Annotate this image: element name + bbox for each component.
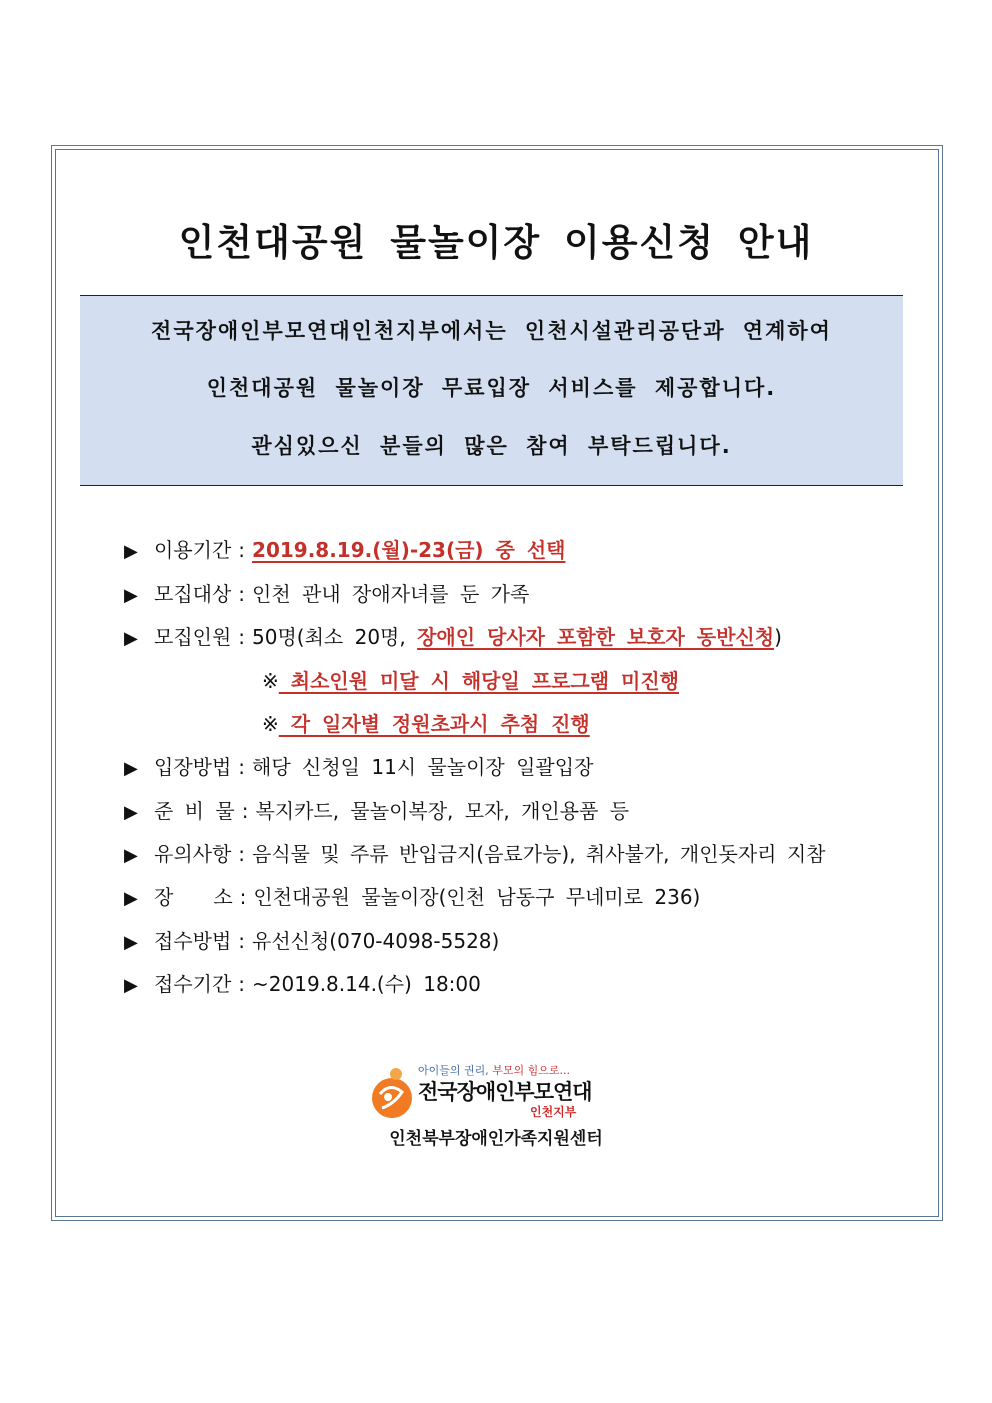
item-count [124,621,782,650]
item-colon: : [241,799,249,823]
item-colon: : [238,755,246,779]
bullet-icon: ▶ [124,758,138,779]
note-text: 각 일자별 정원초과시 추첨 진행 [278,712,590,736]
item-value: 음식물 및 주류 반입금지(음료가능), 취사불가, 개인돗자리 지참 [252,842,826,866]
item-label: 모집인원 [154,625,232,649]
notice-line-2: 인천대공원 물놀이장 무료입장 서비스를 제공합니다. [206,376,777,400]
notice-line-1: 전국장애인부모연대인천지부에서는 인천시설관리공단과 연계하여 [151,319,832,343]
item-colon: : [238,538,246,562]
item-target [124,578,529,607]
item-label: 접수기간 [154,972,232,996]
item-value: ~2019.8.14.(수) 18:00 [252,972,481,996]
item-colon: : [239,885,247,909]
item-caution [124,838,826,867]
item-colon: : [238,972,246,996]
item-apply-method [124,925,499,954]
item-entry [124,751,593,780]
item-colon: : [238,625,246,649]
note-mark: ※ [262,669,279,693]
note-mark: ※ [262,712,279,736]
item-value-highlight: 2019.8.19.(월)-23(금) 중 선택 [252,538,566,562]
item-colon: : [238,842,246,866]
logo-tagline-part2: 부모의 힘으로... [492,1064,570,1077]
organization-name: 인천북부장애인가족지원센터 [389,1129,603,1149]
item-apply-period [124,968,481,997]
logo-name: 전국장애인부모연대 [418,1080,592,1104]
item-value: 해당 신청일 11시 물놀이장 일괄입장 [252,755,594,779]
logo-tagline-part1: 아이들의 권리, [418,1064,493,1077]
notice-line-3: 관심있으신 분들의 많은 참여 부탁드립니다. [251,434,732,458]
item-value: 유선신청(070-4098-5528) [252,929,500,953]
family-figure-icon [370,1064,418,1122]
item-value-suffix: ) [774,625,782,649]
item-label: 유의사항 [154,842,232,866]
item-place [124,881,700,910]
bullet-icon: ▶ [124,845,138,866]
item-value: 인천대공원 물놀이장(인천 남동구 무네미로 236) [253,885,701,909]
item-label: 장 소 [154,885,233,909]
item-value: 50명(최소 20명, [252,625,418,649]
note-text: 최소인원 미달 시 해당일 프로그램 미진행 [278,669,679,693]
item-value: 복지카드, 물놀이복장, 모자, 개인용품 등 [255,799,630,823]
item-colon: : [238,582,246,606]
item-period [124,534,565,563]
bullet-icon: ▶ [124,802,138,823]
item-label: 모집대상 [154,582,232,606]
item-supplies [124,795,629,824]
bullet-icon: ▶ [124,975,138,996]
logo-branch: 인천지부 [530,1105,577,1119]
note-minimum [262,665,679,694]
item-label: 입장방법 [154,755,232,779]
item-value: 인천 관내 장애자녀를 둔 가족 [252,582,530,606]
note-lottery [262,708,590,737]
bullet-icon: ▶ [124,585,138,606]
item-colon: : [238,929,246,953]
bullet-icon: ▶ [124,932,138,953]
item-label: 준 비 물 [154,799,235,823]
bullet-icon: ▶ [124,541,138,562]
bullet-icon: ▶ [124,628,138,649]
bullet-icon: ▶ [124,888,138,909]
item-label: 접수방법 [154,929,232,953]
item-value-highlight: 장애인 당사자 포함한 보호자 동반신청 [417,625,775,649]
notice-box [80,295,903,486]
organization-logo [370,1062,610,1122]
page-title: 인천대공원 물놀이장 이용신청 안내 [178,221,814,264]
item-label: 이용기간 [154,538,232,562]
